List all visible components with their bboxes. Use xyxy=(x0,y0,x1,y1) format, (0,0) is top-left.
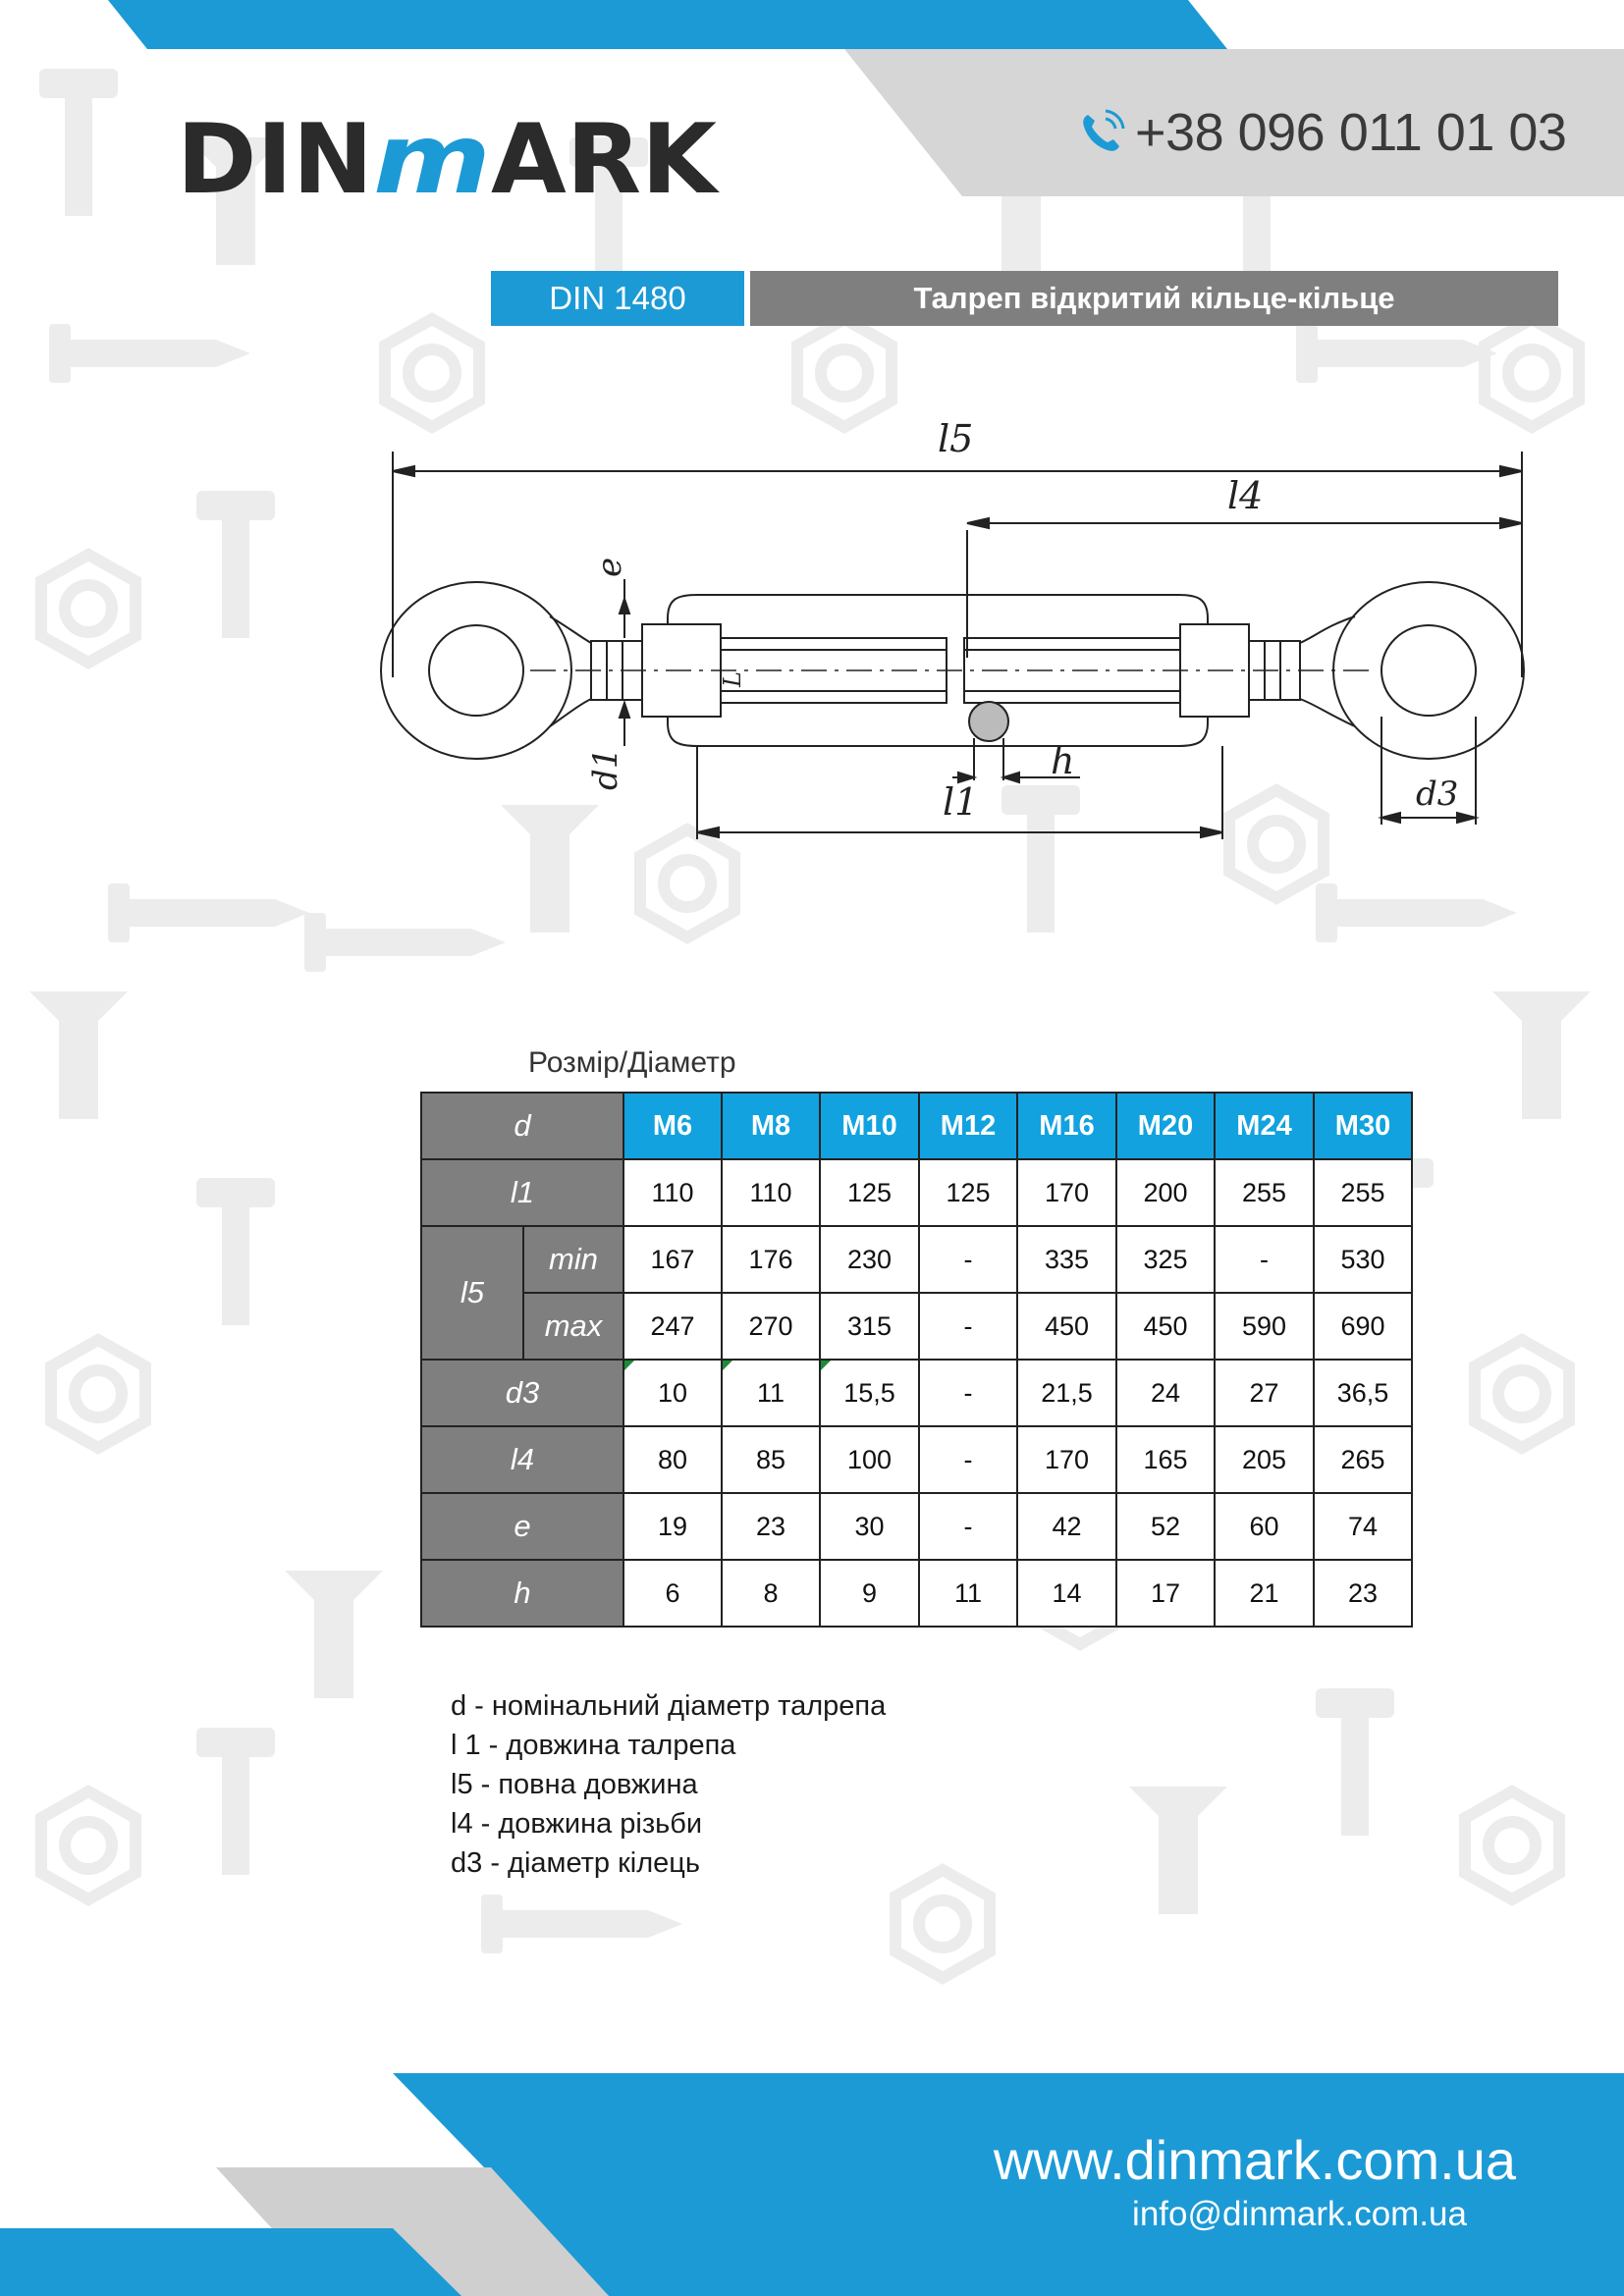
table-cell: 23 xyxy=(722,1493,820,1560)
table-cell: 265 xyxy=(1314,1426,1412,1493)
table-cell: 125 xyxy=(919,1159,1017,1226)
size-cell: M8 xyxy=(722,1093,820,1159)
table-cell: 14 xyxy=(1017,1560,1116,1627)
row-sublabel: max xyxy=(523,1293,623,1360)
size-cell: M20 xyxy=(1116,1093,1215,1159)
phone-number: +38 096 011 01 03 xyxy=(1135,103,1567,162)
table-cell: - xyxy=(1215,1226,1314,1293)
legend-item: d - номінальний діаметр талрепа xyxy=(451,1690,887,1722)
table-cell: 8 xyxy=(722,1560,820,1627)
row-label: l4 xyxy=(421,1426,623,1493)
table-cell: - xyxy=(919,1226,1017,1293)
email-link[interactable]: info@dinmark.com.ua xyxy=(1132,2195,1467,2233)
size-cell: M30 xyxy=(1314,1093,1412,1159)
table-cell: 690 xyxy=(1314,1293,1412,1360)
table-row xyxy=(421,1226,1412,1293)
table-row xyxy=(421,1159,1412,1226)
spec-table xyxy=(420,1092,1413,1628)
table-cell: - xyxy=(919,1493,1017,1560)
label-l5: l5 xyxy=(938,417,974,460)
website-link[interactable]: www.dinmark.com.ua xyxy=(993,2129,1516,2191)
table-cell: 85 xyxy=(722,1426,820,1493)
size-cell: M10 xyxy=(820,1093,919,1159)
table-cell: 74 xyxy=(1314,1493,1412,1560)
table-cell: 247 xyxy=(623,1293,722,1360)
table-cell: 125 xyxy=(820,1159,919,1226)
table-cell: 590 xyxy=(1215,1293,1314,1360)
dinmark-logo xyxy=(177,106,727,204)
product-title: Талреп відкритий кільце-кільце xyxy=(750,271,1558,326)
standard-label: DIN 1480 xyxy=(491,271,744,326)
table-cell: 27 xyxy=(1215,1360,1314,1426)
table-cell: 170 xyxy=(1017,1159,1116,1226)
header-label-d: d xyxy=(421,1093,623,1159)
table-cell: 36,5 xyxy=(1314,1360,1412,1426)
label-l1: l1 xyxy=(943,780,979,824)
table-cell: 19 xyxy=(623,1493,722,1560)
label-e: e xyxy=(590,557,629,577)
table-cell: - xyxy=(919,1426,1017,1493)
svg-text:DIN: DIN xyxy=(177,106,373,204)
table-cell: 170 xyxy=(1017,1426,1116,1493)
table-cell: 24 xyxy=(1116,1360,1215,1426)
table-cell: 325 xyxy=(1116,1226,1215,1293)
label-l4: l4 xyxy=(1227,474,1264,517)
row-label: d3 xyxy=(421,1360,623,1426)
label-L: L xyxy=(719,671,746,687)
table-cell: 255 xyxy=(1314,1159,1412,1226)
row-label: l5 xyxy=(421,1226,523,1360)
table-cell: 80 xyxy=(623,1426,722,1493)
svg-text:ARK: ARK xyxy=(491,106,721,204)
table-cell: 450 xyxy=(1017,1293,1116,1360)
table-cell: 60 xyxy=(1215,1493,1314,1560)
table-cell: 10 xyxy=(623,1360,722,1426)
label-d1: d1 xyxy=(586,747,625,790)
size-cell: M16 xyxy=(1017,1093,1116,1159)
table-cell: 11 xyxy=(919,1560,1017,1627)
table-cell: 167 xyxy=(623,1226,722,1293)
table-cell: 205 xyxy=(1215,1426,1314,1493)
table-row xyxy=(421,1293,1412,1360)
table-cell: 23 xyxy=(1314,1560,1412,1627)
legend-item: l5 - повна довжина xyxy=(451,1769,698,1800)
table-cell: 230 xyxy=(820,1226,919,1293)
phone-icon xyxy=(1078,109,1125,156)
table-cell: 176 xyxy=(722,1226,820,1293)
label-d3: d3 xyxy=(1416,774,1459,814)
table-header-row xyxy=(421,1093,1412,1159)
table-cell: 255 xyxy=(1215,1159,1314,1226)
phone-contact[interactable] xyxy=(1078,98,1566,167)
table-cell: 200 xyxy=(1116,1159,1215,1226)
table-cell: 11 xyxy=(722,1360,820,1426)
table-cell: - xyxy=(919,1360,1017,1426)
table-cell: 530 xyxy=(1314,1226,1412,1293)
table-cell: 270 xyxy=(722,1293,820,1360)
table-cell: 42 xyxy=(1017,1493,1116,1560)
legend-item: d3 - діаметр кілець xyxy=(451,1847,700,1879)
table-cell: 15,5 xyxy=(820,1360,919,1426)
table-cell: 100 xyxy=(820,1426,919,1493)
table-cell: 450 xyxy=(1116,1293,1215,1360)
table-cell: 21,5 xyxy=(1017,1360,1116,1426)
legend-item: l4 - довжина різьби xyxy=(451,1808,703,1840)
row-label: h xyxy=(421,1560,623,1627)
table-row xyxy=(421,1360,1412,1426)
table-cell: 30 xyxy=(820,1493,919,1560)
table-cell: 315 xyxy=(820,1293,919,1360)
header-blue-band xyxy=(108,0,1227,49)
table-caption: Розмір/Діаметр xyxy=(528,1046,736,1079)
table-cell: 335 xyxy=(1017,1226,1116,1293)
table-cell: 17 xyxy=(1116,1560,1215,1627)
table-cell: 6 xyxy=(623,1560,722,1627)
table-cell: 165 xyxy=(1116,1426,1215,1493)
row-sublabel: min xyxy=(523,1226,623,1293)
row-label: l1 xyxy=(421,1159,623,1226)
size-cell: M24 xyxy=(1215,1093,1314,1159)
table-cell: 52 xyxy=(1116,1493,1215,1560)
size-cell: M12 xyxy=(919,1093,1017,1159)
table-row xyxy=(421,1493,1412,1560)
table-cell: 110 xyxy=(623,1159,722,1226)
size-cell: M6 xyxy=(623,1093,722,1159)
label-h: h xyxy=(1051,739,1075,782)
table-cell: 110 xyxy=(722,1159,820,1226)
turnbuckle-drawing xyxy=(373,393,1542,864)
svg-text:m: m xyxy=(373,106,491,204)
legend-item: l 1 - довжина талрепа xyxy=(451,1730,736,1761)
table-cell: - xyxy=(919,1293,1017,1360)
table-cell: 21 xyxy=(1215,1560,1314,1627)
row-label: e xyxy=(421,1493,623,1560)
legend xyxy=(451,1686,886,1883)
table-cell: 9 xyxy=(820,1560,919,1627)
table-row xyxy=(421,1426,1412,1493)
table-row xyxy=(421,1560,1412,1627)
